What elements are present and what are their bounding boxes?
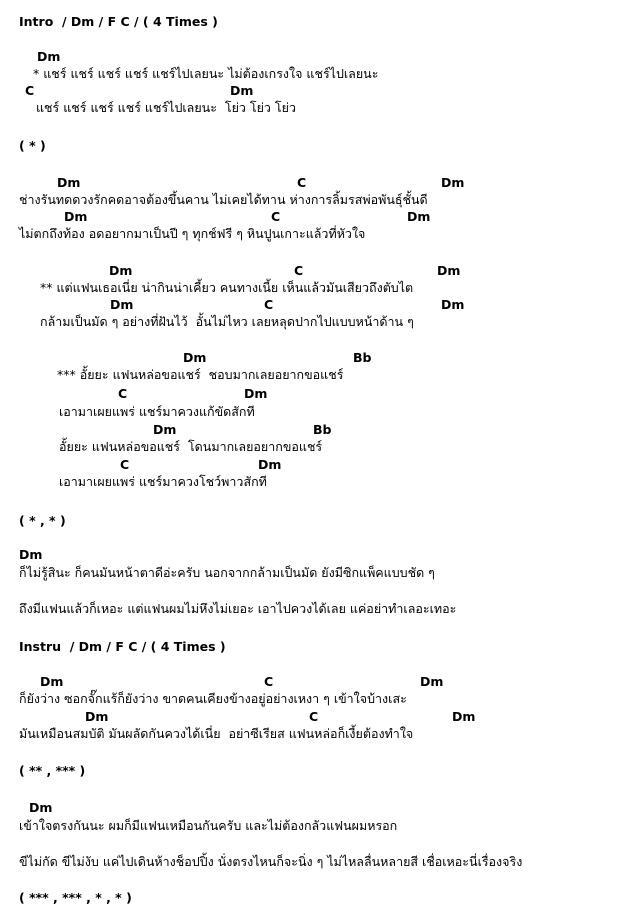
- chord: Dm: [230, 83, 254, 98]
- chord: Dm: [64, 209, 88, 224]
- lyric-line: ถึงมีแฟนแล้วก็เหอะ แต่แฟนผมไม่หึงไม่เยอะ เอาไปควงได้เลย แค่อย่าทำเลอะเทอะ: [19, 601, 457, 616]
- repeat-marker: ( *** , *** , * , * ): [19, 890, 132, 905]
- chord: Dm: [244, 386, 268, 401]
- chord: C: [271, 209, 281, 224]
- chord: Dm: [29, 800, 53, 815]
- chord: Dm: [258, 457, 282, 472]
- repeat-marker: ( * , * ): [19, 513, 66, 528]
- lyric-line: *** อั้ยยะ แฟนหล่อขอแชร์ ชอบมากเลยอยากขอแชร์: [57, 367, 344, 382]
- lyric-line: อั้ยยะ แฟนหล่อขอแชร์ โดนมากเลยอยากขอแชร์: [59, 439, 323, 454]
- chord: C: [120, 457, 130, 472]
- chord: Dm: [407, 209, 431, 224]
- chord: Dm: [19, 547, 43, 562]
- lyric-line: เอามาเผยแพร่ แชร์มาควงโชว์พาวสักที: [59, 474, 267, 489]
- intro-line: Intro / Dm / F C / ( 4 Times ): [19, 14, 218, 29]
- chord: Bb: [313, 422, 332, 437]
- lyric-line: ก็ไม่รู้สินะ ก็คนมันหน้าตาดีอ่ะครับ นอกจากกล้ามเป็นมัด ยังมีซิกแพ็คแบบชัด ๆ: [19, 565, 435, 580]
- chord: C: [294, 263, 304, 278]
- chord: Dm: [37, 49, 61, 64]
- chord: Bb: [353, 350, 372, 365]
- chord: Dm: [109, 263, 133, 278]
- lyric-line: แชร์ แชร์ แชร์ แชร์ แชร์ไปเลยนะ โย่ว โย่ว โย่ว: [36, 100, 296, 115]
- chord: Dm: [437, 263, 461, 278]
- instru-line: Instru / Dm / F C / ( 4 Times ): [19, 639, 226, 654]
- lyric-line: ไม่ตกถึงท้อง อดอยากมาเป็นปี ๆ ทุกช์ฟรี ๆ หินปูนเกาะแล้วที่หัวใจ: [19, 226, 366, 241]
- lyric-line: ขีไม่กัด ขีไม่งับ แค่ไปเดินห้างช็อปปิ้ง นั่งตรงไหนก็จะนิ่ง ๆ ไม่ไหลลื่นหลายสี เชื่อเหอะนี่เรื่องจริง: [19, 854, 523, 869]
- chord: C: [118, 386, 128, 401]
- chord: Dm: [57, 175, 81, 190]
- lyric-line: กล้ามเป็นมัด ๆ อย่างที่ฝันไว้ อั้นไม่ไหว เลยหลุดปากไปแบบหน้าด้าน ๆ: [40, 314, 414, 329]
- lyric-line: * แชร์ แชร์ แชร์ แชร์ แชร์ไปเลยนะ ไม่ต้องเกรงใจ แชร์ไปเลยนะ: [33, 66, 379, 81]
- chord: Dm: [452, 709, 476, 724]
- lyric-line: มันเหมือนสมบัติ มันผลัดกันควงได้เนี่ย อย่าซีเรียส แฟนหล่อก็เงี้ยต้องทำใจ: [19, 726, 414, 741]
- chord: Dm: [153, 422, 177, 437]
- repeat-marker: ( * ): [19, 138, 46, 153]
- chord: C: [264, 674, 274, 689]
- chord: C: [25, 83, 35, 98]
- chord: Dm: [441, 297, 465, 312]
- lyric-line: ** แต่แฟนเธอเนี่ย น่ากินน่าเคี้ยว คนทางเนี้ย เห็นแล้วมันเสียวถึงตับไต: [40, 280, 414, 295]
- lyric-line: เอามาเผยแพร่ แชร์มาควงแก้ขัดสักที: [59, 404, 255, 419]
- chord: Dm: [40, 674, 64, 689]
- chord: Dm: [85, 709, 109, 724]
- chord: C: [297, 175, 307, 190]
- repeat-marker: ( ** , *** ): [19, 763, 86, 778]
- chord: Dm: [110, 297, 134, 312]
- chord: Dm: [420, 674, 444, 689]
- lyric-line: ช่างรันทดดวงรักคดอาจต้องขึ้นคาน ไม่เคยได้ทาน ห่างการลิ้มรสพ่อพันธุ์ชั้นดี: [19, 192, 428, 207]
- lyric-line: ก็ยังว่าง ซอกจั๊กแร้ก็ยังว่าง ขาดคนเคียงข้างอยู่อย่างเหงา ๆ เข้าใจบ้างเสะ: [19, 691, 407, 706]
- lyric-line: เข้าใจตรงกันนะ ผมก็มีแฟนเหมือนกันครับ และไม่ต้องกลัวแฟนผมหรอก: [19, 818, 398, 833]
- chord: C: [264, 297, 274, 312]
- chord: Dm: [441, 175, 465, 190]
- chord: C: [309, 709, 319, 724]
- chord: Dm: [183, 350, 207, 365]
